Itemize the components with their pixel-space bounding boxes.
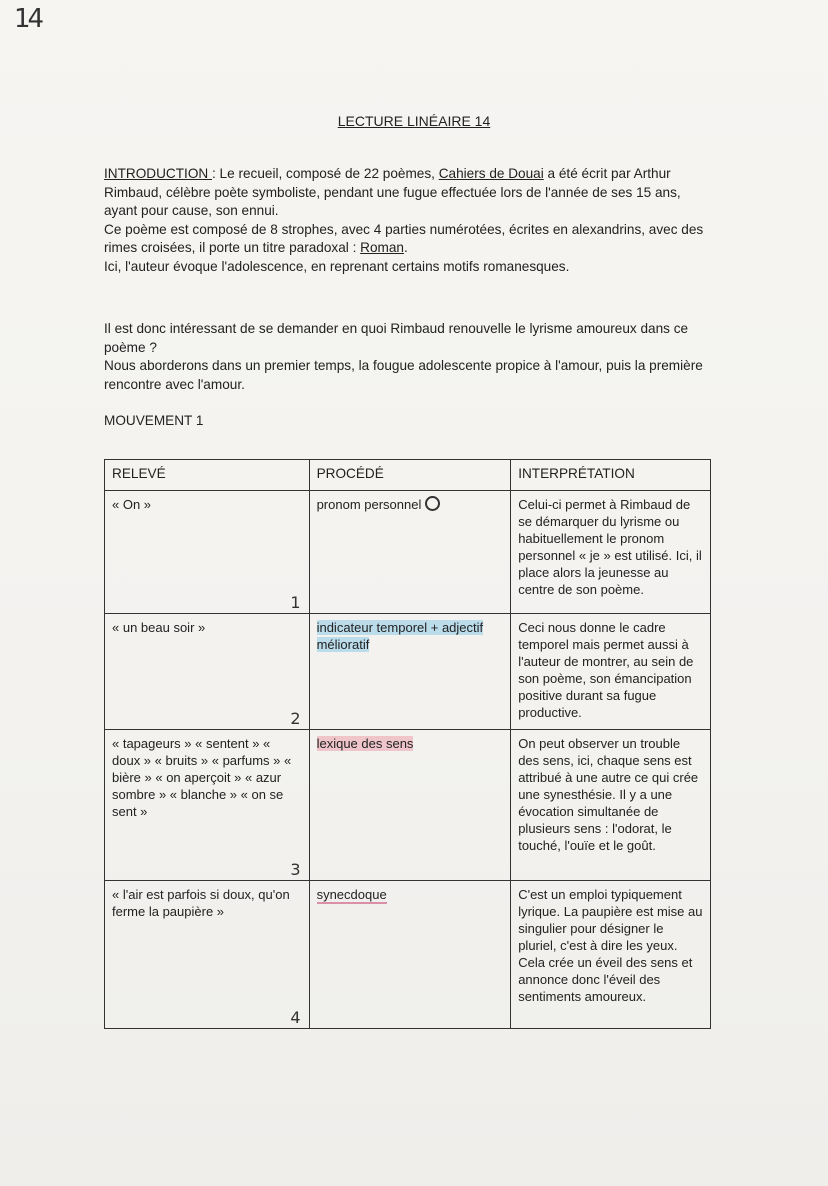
releve-text: « On »: [112, 497, 152, 512]
poem-title: Roman: [360, 240, 404, 255]
intro-paragraph-1: INTRODUCTION : Le recueil, composé de 22 poèmes, Cahiers de Douai a été écrit par Arthur Rimbaud, célèbre poète symboliste, pendant une fugue effectuée lors de l'année de ses 15 ans, ayant pour cause, son ennui.: [104, 166, 681, 218]
analysis-table: [104, 459, 711, 1029]
table-row: [105, 730, 711, 881]
header-interpretation: INTERPRÉTATION: [511, 460, 711, 491]
table-row: [105, 881, 711, 1029]
releve-text: « tapageurs » « sentent » « doux » « bruits » « parfums » « bière » « on aperçoit » « azur sombre » « blanche » « on se sent »: [112, 736, 292, 819]
intro-heading: INTRODUCTION: [104, 166, 212, 181]
intro-text: a été écrit par Arthur Rimbaud, célèbre poète symboliste, pendant une fugue effectuée lors de l'année de ses 15 ans, ayant pour cause, son ennui.: [104, 166, 681, 218]
procede-text-highlighted: lexique des sens: [316, 736, 414, 751]
intro-paragraph-3: Ici, l'auteur évoque l'adolescence, en reprenant certains motifs romanesques.: [104, 258, 570, 274]
releve-cell: [105, 491, 310, 614]
interpretation-cell: Celui-ci permet à Rimbaud de se démarquer du lyrisme ou habituellement le pronom personnel « je » est utilisé. Ici, il place alors la jeunesse au centre de son poème.: [511, 491, 711, 614]
row-number: 3: [290, 860, 301, 879]
document-title: [0, 113, 828, 129]
introduction: [104, 165, 716, 276]
title-text: LECTURE LINÉAIRE 14: [337, 113, 491, 129]
intro-paragraph-2: [104, 221, 716, 258]
releve-cell: [105, 614, 310, 730]
row-number: 4: [290, 1008, 301, 1027]
releve-text: « l'air est parfois si doux, qu'on ferme la paupière »: [112, 887, 290, 919]
plan: Nous aborderons dans un premier temps, la fougue adolescente propice à l'amour, puis la première rencontre avec l'amour.: [104, 358, 703, 392]
table-row: [105, 614, 711, 730]
procede-text: pronom personnel: [316, 497, 422, 512]
procede-cell: [309, 730, 511, 881]
movement-title: MOUVEMENT 1: [104, 413, 204, 428]
header-releve: RELEVÉ: [105, 460, 310, 491]
procede-cell: [309, 881, 511, 1029]
table-row: [105, 491, 711, 614]
procede-cell: [309, 614, 511, 730]
interpretation-cell: On peut observer un trouble des sens, ici, chaque sens est attribué à une autre ce qui crée une synesthésie. Il y a une évocation simultanée de plusieurs sens : l'odorat, le touché, l'ouïe et le goût.: [511, 730, 711, 881]
releve-cell: [105, 730, 310, 881]
circle-mark-icon: [425, 496, 440, 511]
interpretation-cell: C'est un emploi typiquement lyrique. La paupière est mise au singulier pour désigner le pluriel, c'est à dire les yeux. Cela crée un éveil des sens et annonce donc l'éveil des sentiments amoureux.: [511, 881, 711, 1029]
intro-text: .: [403, 240, 408, 255]
table-header-row: [105, 460, 711, 491]
intro-text: Le recueil, composé de 22 poèmes,: [215, 166, 439, 181]
intro-text: Ce poème est composé de 8 strophes, avec 4 parties numérotées, écrites en alexandrins, avec des rimes croisées, il porte un titre paradoxal :: [104, 221, 704, 255]
problematique-block: [104, 320, 716, 394]
problematique: Il est donc intéressant de se demander en quoi Rimbaud renouvelle le lyrisme amoureux dans ce poème ?: [104, 321, 689, 355]
releve-cell: [105, 881, 310, 1029]
handwritten-page-number: 14: [14, 4, 42, 34]
work-title: Cahiers de Douai: [438, 166, 544, 181]
row-number: 1: [290, 593, 301, 612]
header-procede: PROCÉDÉ: [309, 460, 511, 491]
procede-cell: [309, 491, 511, 614]
row-number: 2: [290, 709, 301, 728]
procede-text-underlined: synecdoque: [316, 887, 387, 902]
interpretation-cell: Ceci nous donne le cadre temporel mais permet aussi à l'auteur de montrer, au sein de son poème, son émancipation positive durant sa fugue productive.: [511, 614, 711, 730]
releve-text: « un beau soir »: [112, 620, 206, 635]
procede-text-highlighted: indicateur temporel + adjectif mélioratif: [316, 620, 484, 652]
